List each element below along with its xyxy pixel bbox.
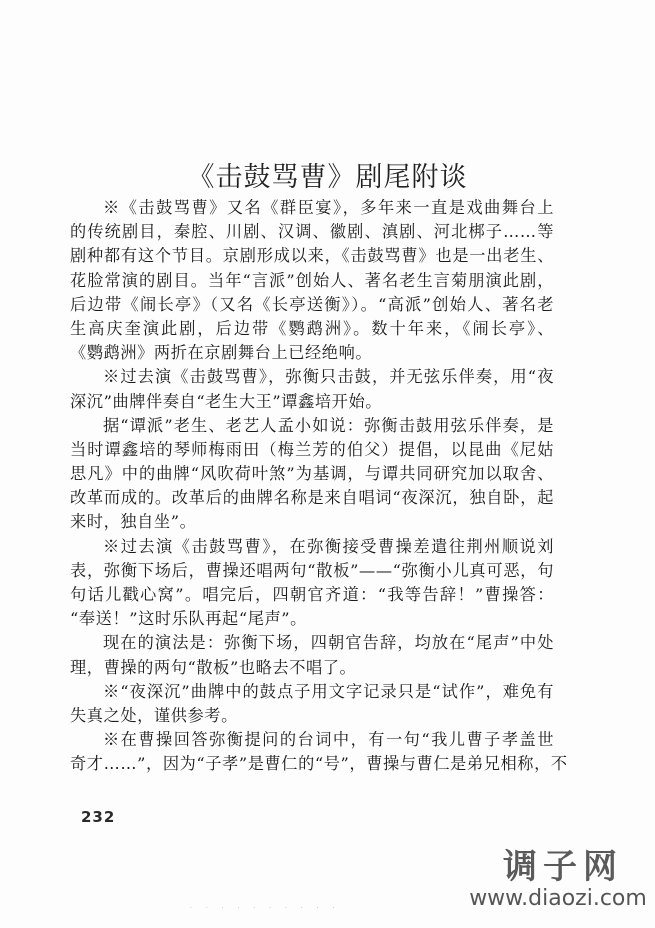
paragraph-first-line: 现在的演法是：弥衡下场，四朝官告辞，均放在“尾声”中处 bbox=[103, 633, 554, 653]
text-line: 后边带《闹长亭》（又名《长亭送衡》）。“高派”创始人、著名老 bbox=[70, 294, 554, 314]
page-number: 232 bbox=[81, 808, 116, 826]
paragraph-first-line: ※在曹操回答弥衡提问的台词中，有一句“我儿曹子孝盖世 bbox=[103, 730, 554, 750]
text-line: 句话儿戳心窝”。唱完后，四朝官齐道：“我等告辞！”曹操答： bbox=[70, 585, 554, 604]
paragraph-first-line: ※“夜深沉”曲牌中的鼓点子用文字记录只是“试作”，难免有 bbox=[103, 681, 554, 701]
watermark-site-name: 调子网 bbox=[503, 847, 623, 887]
text-line: 深沉”曲牌伴奏自“老生大王”谭鑫培开始。 bbox=[70, 391, 383, 411]
paragraph-first-line: ※过去演《击鼓骂曹》，在弥衡接受曹操差遣往荆州顺说刘 bbox=[103, 536, 554, 556]
text-line: 理，曹操的两句“散板”也略去不唱了。 bbox=[70, 657, 357, 677]
site-watermark bbox=[469, 847, 648, 912]
text-line: 来时，独自坐”。 bbox=[70, 512, 197, 532]
text-line: 《鹦鹉洲》两折在京剧舞台上已经绝响。 bbox=[70, 343, 373, 363]
watermark-url: www.diaozi.com bbox=[469, 886, 647, 911]
paragraph-first-line: ※过去演《击鼓骂曹》，弥衡只击鼓，并无弦乐伴奏，用“夜 bbox=[103, 367, 554, 387]
paragraph-first-line: ※《击鼓骂曹》又名《群臣宴》，多年来一直是戏曲舞台上 bbox=[103, 198, 554, 217]
text-line: 思凡》中的曲牌“风吹荷叶煞”为基调，与谭共同研究加以取舍、 bbox=[70, 464, 554, 484]
text-line: 表，弥衡下场后，曹操还唱两句“散板”——“弥衡小儿真可恶，句 bbox=[70, 560, 554, 580]
text-line: 剧种都有这个节目。京剧形成以来，《击鼓骂曹》也是一出老生、 bbox=[70, 246, 554, 266]
article-title: 《击鼓骂曹》剧尾附谈 bbox=[187, 162, 468, 194]
article-body bbox=[70, 196, 568, 777]
text-line: 奇才……”，因为“子孝”是曹仁的“号”，曹操与曹仁是弟兄相称，不 bbox=[70, 754, 568, 774]
text-line: 失真之处，谨供参考。 bbox=[70, 705, 238, 725]
paragraph-first-line: 据“谭派”老生、老艺人孟小如说：弥衡击鼓用弦乐伴奏，是 bbox=[103, 415, 554, 435]
text-line: “奉送！”这时乐队再起“尾声”。 bbox=[70, 609, 307, 629]
text-line: 生高庆奎演此剧，后边带《鹦鹉洲》。数十年来，《闹长亭》、 bbox=[70, 318, 554, 338]
text-line: 改革而成的。改革后的曲牌名称是来自唱词“夜深沉，独自卧，起 bbox=[70, 488, 554, 508]
scan-artifact: · · · · · · · · · · bbox=[190, 905, 341, 912]
text-line: 花脸常演的剧目。当年“言派”创始人、著名老生言菊朋演此剧， bbox=[70, 270, 554, 290]
text-line: 的传统剧目，秦腔、川剧、汉调、徽剧、滇剧、河北梆子……等 bbox=[70, 222, 554, 242]
text-line: 当时谭鑫培的琴师梅雨田（梅兰芳的伯父）提倡，以昆曲《尼姑 bbox=[70, 439, 554, 459]
